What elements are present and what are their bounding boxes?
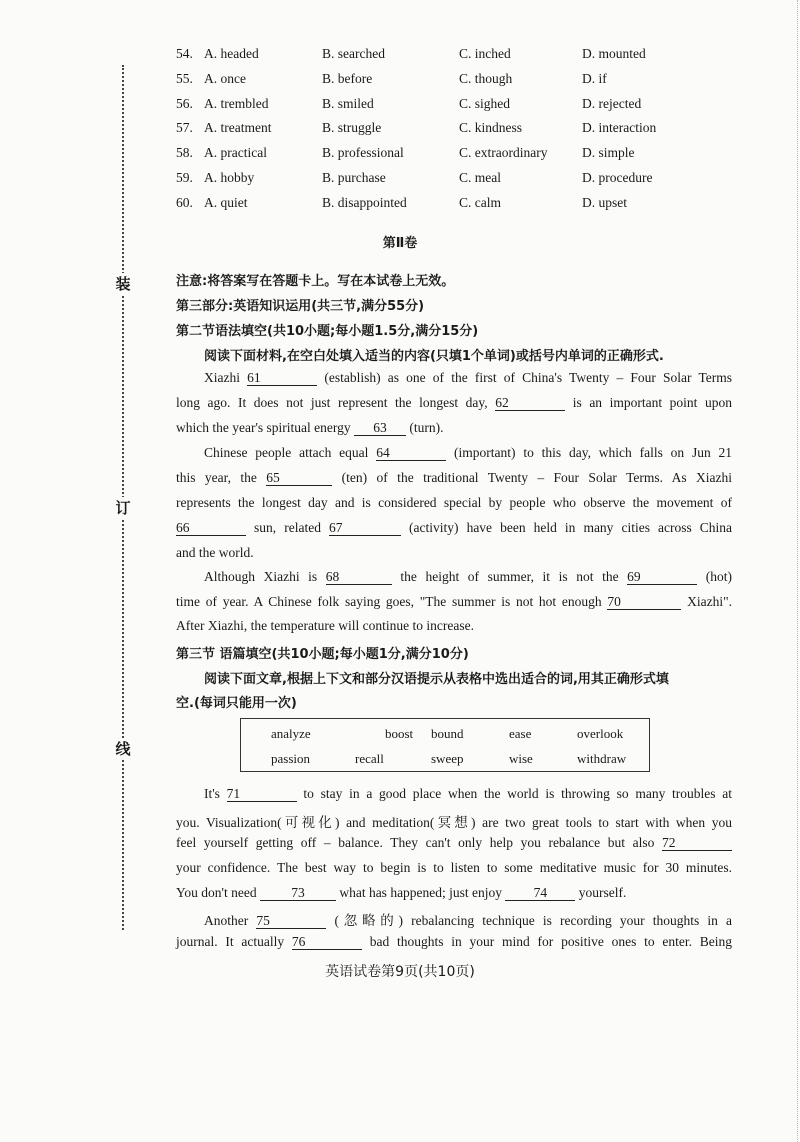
word-option: bound (431, 726, 464, 741)
option-row (176, 120, 696, 145)
section-title: 第Ⅱ卷 (382, 236, 418, 251)
option-c: C. extraordinary (459, 145, 548, 161)
option-d: D. simple (582, 145, 635, 161)
option-b: B. smiled (322, 95, 374, 111)
option-a: A. hobby (204, 169, 255, 185)
notice: 注意:将答案写在答题卡上。写在本试卷上无效。 (176, 274, 455, 289)
word-option: boost (385, 726, 414, 741)
blank-76[interactable]: 76 (292, 935, 362, 950)
option-b: B. searched (322, 46, 385, 61)
option-b: B. purchase (322, 169, 386, 185)
text: the height of summer, it is not the (400, 569, 619, 584)
blank-71[interactable]: 71 (227, 787, 297, 802)
passage1-line (176, 470, 732, 486)
option-c: C. calm (459, 194, 501, 210)
passage2-line (176, 934, 732, 950)
text: what has happened; just enjoy (339, 885, 503, 900)
word-option: analyze (271, 726, 311, 741)
passage2-line (176, 909, 732, 929)
passage1-line: represents the longest day and is considered special by people who observe the movement of (176, 495, 732, 510)
text: Xiazhi (204, 370, 240, 385)
question-number: 54. (176, 46, 193, 61)
option-b: B. struggle (322, 120, 382, 136)
text: (忽略的) rebalancing technique is recording your thoughts in a (334, 913, 733, 928)
sec3-title: 第三节 语篇填空(共10小题;每小题1分,满分10分) (176, 647, 469, 662)
text: (establish) as one of the first of China's Twenty – Four Solar Terms (324, 370, 733, 385)
blank-72[interactable]: 72 (662, 836, 732, 851)
text: (important) to this day, which falls on Jun 21 (454, 445, 733, 460)
question-number: 57. (176, 120, 193, 136)
passage1-line: After Xiazhi, the temperature will continue to increase. (176, 618, 475, 633)
option-c: C. though (459, 70, 513, 86)
text: Another (204, 913, 249, 928)
word-option: overlook (577, 726, 624, 741)
question-number: 60. (176, 194, 193, 210)
option-c: C. meal (459, 169, 501, 185)
passage2-line: your confidence. The best way to begin is to listen to some meditative music for 30 minutes. (176, 860, 732, 875)
option-b: B. disappointed (322, 194, 407, 210)
blank-75[interactable]: 75 (256, 914, 326, 929)
text: (hot) (705, 569, 733, 584)
blank-70[interactable]: 70 (607, 595, 681, 610)
blank-62[interactable]: 62 (495, 396, 565, 411)
option-row (176, 145, 696, 170)
text: which the year's spiritual energy (176, 420, 351, 435)
option-a: A. quiet (204, 194, 248, 210)
blank-73[interactable]: 73 (260, 886, 336, 901)
binding-label-top: 装 (113, 273, 133, 294)
option-c: C. kindness (459, 120, 523, 136)
text: time of year. A Chinese folk saying goes, "The summer is not hot enough (176, 594, 602, 609)
option-d: D. rejected (582, 95, 642, 111)
text: It's (204, 786, 220, 801)
text: You don't need (176, 885, 257, 900)
page-footer: 英语试卷第9页(共10页) (325, 964, 475, 980)
passage1-line (176, 370, 732, 386)
option-row (176, 195, 696, 220)
text: journal. It actually (176, 934, 285, 949)
sec3-instructions: 阅读下面文章,根据上下文和部分汉语提示从表格中选出适合的词,用其正确形式填 (204, 672, 669, 687)
option-b: B. before (322, 70, 373, 86)
passage1-line (176, 569, 732, 585)
question-number: 55. (176, 70, 193, 86)
text: feel yourself getting off – balance. They can't only help you rebalance but also (176, 835, 655, 850)
passage1-line (176, 420, 732, 436)
text: Xiazhi". (687, 594, 733, 609)
option-d: D. interaction (582, 120, 657, 136)
options-table (176, 46, 696, 220)
blank-65[interactable]: 65 (266, 471, 332, 486)
part3-title: 第三部分:英语知识运用(共三节,满分55分) (176, 299, 425, 314)
blank-67[interactable]: 67 (329, 521, 401, 536)
text: (turn). (409, 420, 444, 435)
text: Although Xiazhi is (204, 569, 318, 584)
option-row (176, 46, 696, 71)
text: bad thoughts in your mind for positive ones to enter. Being (369, 934, 733, 949)
text: this year, the (176, 470, 257, 485)
word-option: passion (271, 751, 310, 766)
sec3-instructions-cont: 空.(每词只能用一次) (176, 696, 297, 711)
blank-69[interactable]: 69 (627, 570, 697, 585)
word-box-row (241, 744, 649, 769)
option-d: D. mounted (582, 46, 646, 61)
word-box-row (241, 719, 649, 744)
word-option: sweep (431, 751, 464, 766)
option-c: C. inched (459, 46, 511, 61)
option-d: D. if (582, 70, 607, 86)
blank-61[interactable]: 61 (247, 371, 317, 386)
word-option: wise (509, 751, 533, 766)
question-number: 58. (176, 145, 193, 161)
word-box (240, 718, 650, 772)
option-row (176, 170, 696, 195)
passage1-line (176, 520, 732, 536)
text: (activity) have been held in many cities across China (409, 520, 733, 535)
passage2-line (176, 786, 732, 802)
option-row (176, 71, 696, 96)
passage2-line: you. Visualization(可视化) and meditation(冥想) are two great tools to start with when you (176, 815, 732, 830)
blank-74[interactable]: 74 (505, 886, 575, 901)
question-number: 59. (176, 169, 193, 185)
passage2-line (176, 885, 732, 901)
option-a: A. once (204, 70, 246, 86)
question-number: 56. (176, 95, 193, 111)
blank-66[interactable]: 66 (176, 521, 246, 536)
text: is an important point upon (572, 395, 732, 410)
sec2-title: 第二节语法填空(共10小题;每小题1.5分,满分15分) (176, 324, 479, 339)
blank-68[interactable]: 68 (326, 570, 392, 585)
passage2-line (176, 835, 732, 851)
text: long ago. It does not just represent the longest day, (176, 395, 488, 410)
passage1-line (176, 445, 732, 461)
option-d: D. upset (582, 194, 627, 210)
binding-label-middle: 订 (113, 497, 133, 518)
option-d: D. procedure (582, 169, 653, 185)
passage1-line (176, 395, 732, 411)
word-option: ease (509, 726, 532, 741)
text: to stay in a good place when the world is throwing so many troubles at (303, 786, 733, 801)
blank-64[interactable]: 64 (376, 446, 446, 461)
option-a: A. practical (204, 145, 267, 161)
option-a: A. trembled (204, 95, 269, 111)
option-row (176, 96, 696, 121)
passage1-line: and the world. (176, 545, 254, 560)
binding-label-bottom: 线 (113, 738, 133, 759)
word-option: withdraw (577, 751, 627, 766)
blank-63[interactable]: 63 (354, 421, 406, 436)
option-c: C. sighed (459, 95, 511, 111)
text: yourself. (578, 885, 627, 900)
option-a: A. headed (204, 46, 259, 61)
passage1-line (176, 594, 732, 610)
option-a: A. treatment (204, 120, 272, 136)
text: (ten) of the traditional Twenty – Four Solar Terms. As Xiazhi (341, 470, 733, 485)
word-option: recall (355, 751, 384, 766)
text: sun, related (254, 520, 321, 535)
text: Chinese people attach equal (204, 445, 369, 460)
sec2-instructions: 阅读下面材料,在空白处填入适当的内容(只填1个单词)或括号内单词的正确形式. (204, 349, 664, 364)
option-b: B. professional (322, 145, 404, 161)
